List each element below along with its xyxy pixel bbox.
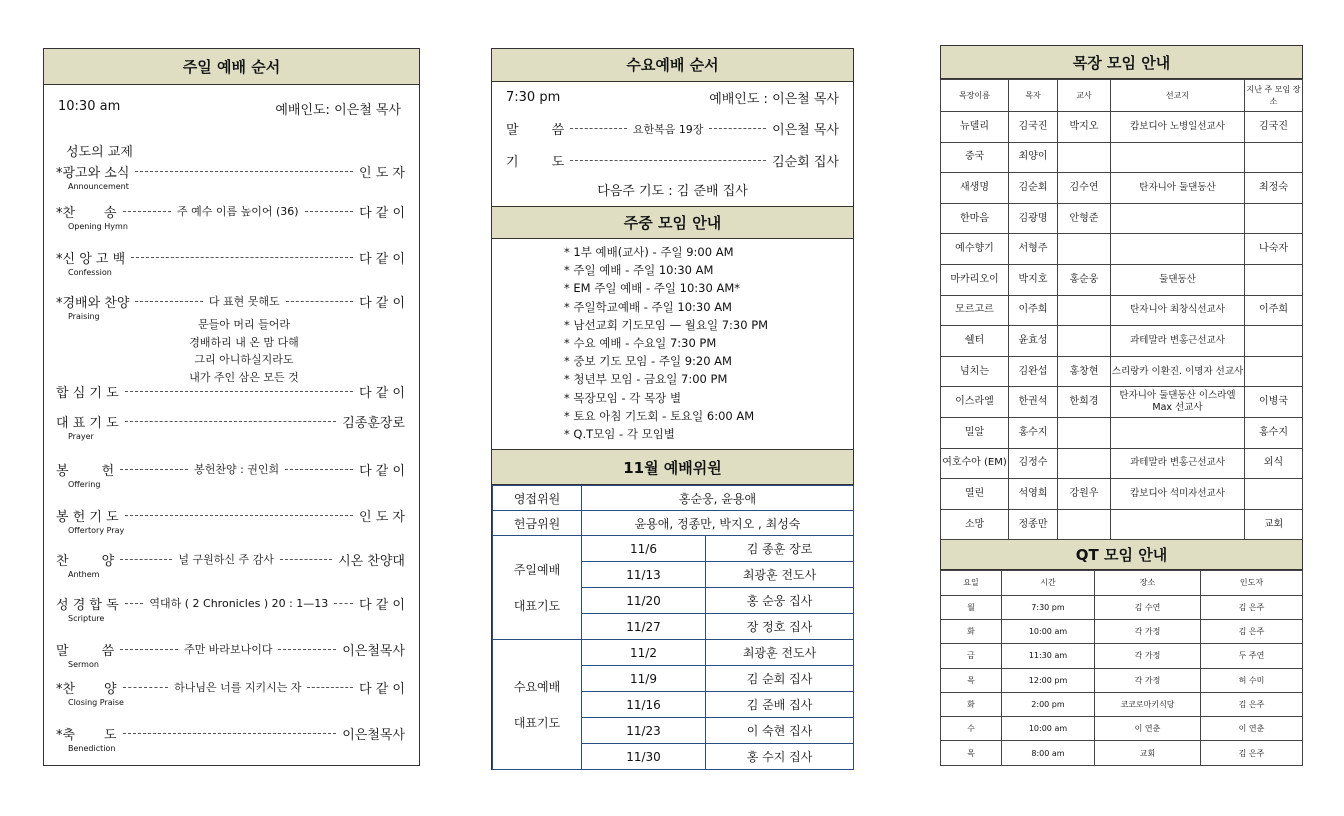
order-line — [56, 161, 405, 181]
table-row — [941, 644, 1303, 668]
table-cell: 홍창현 — [1058, 356, 1111, 387]
order-item — [56, 593, 405, 623]
praise-song-line: 문들아 머리 들어라 — [197, 318, 290, 331]
table-cell — [1058, 142, 1111, 173]
table-cell: 한마음 — [941, 203, 1009, 234]
order-item-person: 김종훈장로 — [342, 415, 405, 431]
table-cell: 소망 — [941, 509, 1009, 540]
table-cell: 안형준 — [1058, 203, 1111, 234]
prayer-label: 기 도 — [506, 155, 565, 170]
mokjang-panel — [940, 45, 1303, 767]
list-item: * 토요 아침 기도회 - 토요일 6:00 AM — [564, 407, 768, 425]
order-item-english: Offertory Pray — [68, 526, 125, 535]
table-cell — [1245, 356, 1303, 387]
table-cell: 홍순웅 — [1058, 264, 1111, 295]
list-item: * EM 주일 예배 - 주일 10:30 AM* — [564, 279, 768, 297]
table-cell: 나숙자 — [1245, 234, 1303, 265]
table-cell: 김광명 — [1009, 203, 1058, 234]
table-cell — [1111, 509, 1245, 540]
order-item-detail: 역대하 ( 2 Chronicles ) 20 : 1—13 — [149, 597, 329, 610]
table-row — [941, 595, 1303, 619]
table-cell: 예수향기 — [941, 234, 1009, 265]
prayer-person: 김 준배 집사 — [706, 692, 854, 718]
prayer-group-label — [493, 640, 582, 770]
list-item: * 중보 기도 모임 - 주일 9:20 AM — [564, 352, 768, 370]
table-cell: 외식 — [1245, 448, 1303, 479]
prayer-date: 11/9 — [582, 666, 706, 692]
order-item — [56, 723, 405, 753]
sermon-label: 말 씀 — [506, 123, 565, 138]
table-cell: 김완섭 — [1009, 356, 1058, 387]
order-item-english: Closing Praise — [68, 698, 124, 707]
order-item-person: 인 도 자 — [359, 509, 405, 525]
prayer-person: 홍 수지 집사 — [706, 744, 854, 770]
dash-leader — [285, 469, 353, 470]
table-cell: 새생명 — [941, 173, 1009, 204]
order-item-english: Confession — [68, 268, 112, 277]
praise-song-list — [164, 316, 324, 386]
table-row — [941, 142, 1303, 173]
prayer-date: 11/6 — [582, 536, 706, 562]
table-cell: 모르고르 — [941, 295, 1009, 326]
order-item-name: 찬 양 — [56, 553, 115, 569]
table-cell — [1111, 142, 1245, 173]
table-cell: 2:00 pm — [1002, 692, 1095, 716]
order-item — [56, 247, 405, 277]
dash-leader — [120, 649, 178, 650]
order-item-english: Praising — [68, 312, 100, 321]
sunday-time-row — [58, 99, 401, 118]
table-cell: 윤효성 — [1009, 326, 1058, 357]
order-item — [56, 459, 405, 489]
table-row — [941, 234, 1303, 265]
table-row — [941, 356, 1303, 387]
table-cell — [1245, 264, 1303, 295]
order-line — [56, 201, 405, 221]
table-row — [941, 203, 1303, 234]
table-row — [493, 640, 854, 666]
table-cell: 뉴델리 — [941, 112, 1009, 143]
table-cell: 각 가정 — [1095, 644, 1201, 668]
prayer-date: 11/16 — [582, 692, 706, 718]
column-header: 교사 — [1058, 80, 1111, 112]
order-item-person: 다 같 이 — [359, 385, 405, 401]
wednesday-service-body — [492, 82, 853, 206]
table-cell: 둘댄동산 — [1111, 264, 1245, 295]
table-row — [941, 668, 1303, 692]
prayer-group-label — [493, 536, 582, 640]
order-line — [56, 677, 405, 697]
list-item: * 1부 예배(교사) - 주일 9:00 AM — [564, 243, 768, 261]
offering-names: 윤용애, 정종만, 박지오 , 최성숙 — [582, 511, 854, 536]
order-item-detail: 널 구원하신 주 감사 — [178, 553, 274, 566]
wednesday-sermon-row — [506, 119, 839, 138]
group-label-line: 주일예배 — [513, 562, 561, 577]
table-cell: 최양이 — [1009, 142, 1058, 173]
table-row — [941, 479, 1303, 510]
table-cell: 박지호 — [1009, 264, 1058, 295]
table-cell: 10:00 am — [1002, 619, 1095, 643]
prayer-person: 김순회 집사 — [772, 155, 839, 170]
dash-leader — [120, 469, 188, 470]
table-cell: 한권석 — [1009, 387, 1058, 418]
order-item-english: Prayer — [68, 432, 94, 441]
table-row — [941, 717, 1303, 741]
column-header: 요일 — [941, 571, 1002, 595]
order-item-detail: 봉헌찬양 : 권인희 — [194, 463, 280, 476]
order-item-name: 봉 헌 — [56, 463, 115, 479]
table-cell: 서형주 — [1009, 234, 1058, 265]
weekly-meetings-list — [564, 243, 768, 443]
table-cell: 스리랑카 이환진. 이명자 선교사 — [1111, 356, 1245, 387]
table-cell — [1058, 234, 1111, 265]
prayer-person: 이 숙현 집사 — [706, 718, 854, 744]
order-item-person: 다 같 이 — [359, 251, 405, 267]
table-cell: 여호수아 (EM) — [941, 448, 1009, 479]
november-servers-title: 11월 예배위원 — [492, 449, 853, 485]
order-line — [56, 549, 405, 569]
prayer-date: 11/13 — [582, 562, 706, 588]
table-cell — [1111, 234, 1245, 265]
wednesday-leader: 예배인도 : 이은철 목사 — [709, 92, 839, 107]
prayer-date: 11/30 — [582, 744, 706, 770]
order-item-person: 다 같 이 — [359, 463, 406, 479]
order-item-detail: 다 표현 못해도 — [208, 295, 280, 308]
wednesday-time: 7:30 pm — [506, 90, 561, 105]
order-item-detail: 주 예수 이름 높이어 (36) — [177, 205, 299, 218]
order-line — [56, 411, 405, 431]
order-item-name: 합 심 기 도 — [56, 385, 119, 401]
dash-leader — [123, 211, 171, 212]
prayer-date: 11/20 — [582, 588, 706, 614]
praise-song-line: 그리 아니하실지라도 — [194, 353, 294, 366]
table-cell: 홍수지 — [1009, 417, 1058, 448]
dash-leader — [278, 649, 336, 650]
order-item-english: Sermon — [68, 660, 99, 669]
table-cell: 김 수연 — [1095, 595, 1201, 619]
table-cell: 홍수지 — [1245, 417, 1303, 448]
wednesday-panel — [491, 48, 854, 770]
table-cell: 허 수미 — [1201, 668, 1303, 692]
table-cell — [1111, 203, 1245, 234]
order-line — [56, 723, 405, 743]
order-item-name: *축 도 — [56, 727, 117, 743]
table-cell: 박지오 — [1058, 112, 1111, 143]
dash-leader — [305, 211, 353, 212]
list-item: * 청년부 모임 - 금요일 7:00 PM — [564, 370, 768, 388]
table-cell: 김국진 — [1245, 112, 1303, 143]
table-cell: 과테말라 변홍근선교사 — [1111, 326, 1245, 357]
table-cell: 이 연춘 — [1201, 717, 1303, 741]
table-cell: 8:00 am — [1002, 741, 1095, 765]
table-row — [941, 173, 1303, 204]
order-item-name: 봉 헌 기 도 — [56, 509, 119, 525]
column-header: 장소 — [1095, 571, 1201, 595]
dash-leader — [125, 515, 353, 516]
table-row — [493, 511, 854, 536]
table-cell: 12:00 pm — [1002, 668, 1095, 692]
table-cell: 7:30 pm — [1002, 595, 1095, 619]
table-cell: 석영희 — [1009, 479, 1058, 510]
sunday-prayer-rows — [493, 536, 854, 640]
table-header-row — [941, 80, 1303, 112]
table-cell: 강원우 — [1058, 479, 1111, 510]
wednesday-time-row — [506, 88, 839, 107]
table-cell: 이주희 — [1009, 295, 1058, 326]
order-line — [56, 291, 405, 311]
praise-song-line: 경배하리 내 온 맘 다해 — [189, 335, 299, 349]
table-row — [941, 295, 1303, 326]
table-cell: 이스라엘 — [941, 387, 1009, 418]
table-cell: 11:30 am — [1002, 644, 1095, 668]
table-cell: 두 주연 — [1201, 644, 1303, 668]
table-cell: 각 가정 — [1095, 668, 1201, 692]
group-label-line: 수요예배 — [513, 679, 561, 694]
order-item-detail: 주만 바라보나이다 — [183, 643, 273, 656]
order-line — [56, 593, 405, 613]
november-servers-table — [492, 485, 854, 770]
table-row — [941, 112, 1303, 143]
prayer-person: 김 종훈 장로 — [706, 536, 854, 562]
group-label-line: 대표기도 — [513, 715, 561, 730]
prayer-person: 최광훈 전도사 — [706, 640, 854, 666]
table-cell: 김 은주 — [1201, 619, 1303, 643]
table-cell: 김순회 — [1009, 173, 1058, 204]
prayer-person: 홍 순웅 집사 — [706, 588, 854, 614]
table-row — [941, 448, 1303, 479]
prayer-person: 장 정호 집사 — [706, 614, 854, 640]
sermon-person: 이은철 목사 — [772, 123, 839, 138]
table-cell — [1245, 479, 1303, 510]
mokjang-title: 목장 모임 안내 — [940, 45, 1303, 79]
table-row — [941, 741, 1303, 765]
order-item-name: 대 표 기 도 — [56, 415, 119, 431]
table-cell: 탄자니아 최창식선교사 — [1111, 295, 1245, 326]
order-item — [56, 677, 405, 707]
table-cell: 코코로마키식당 — [1095, 692, 1201, 716]
table-cell — [1245, 203, 1303, 234]
table-cell: 밀알 — [941, 417, 1009, 448]
order-item-name: *찬 송 — [56, 205, 117, 221]
order-item-person: 인 도 자 — [359, 165, 405, 181]
table-cell: 정종만 — [1009, 509, 1058, 540]
table-row — [941, 692, 1303, 716]
dash-leader — [334, 603, 353, 604]
list-item: * 주일 예배 - 주일 10:30 AM — [564, 261, 768, 279]
order-item-person: 시온 찬양대 — [338, 553, 405, 569]
list-item: * 목장모임 - 각 목장 별 — [564, 389, 768, 407]
table-cell: 쉘터 — [941, 326, 1009, 357]
group-label-line: 대표기도 — [513, 598, 561, 613]
table-row — [941, 387, 1303, 418]
wednesday-prayer-row — [506, 151, 839, 170]
order-item-english: Announcement — [68, 182, 129, 191]
prayer-date: 11/2 — [582, 640, 706, 666]
table-cell: 김국진 — [1009, 112, 1058, 143]
dash-leader — [135, 301, 202, 302]
order-line — [56, 459, 405, 479]
next-week-prayer: 다음주 기도 : 김 준배 집사 — [597, 184, 748, 199]
dash-leader — [123, 687, 169, 688]
order-item-name: 말 씀 — [56, 643, 115, 659]
dash-leader — [123, 733, 337, 734]
table-cell: 화 — [941, 692, 1002, 716]
prayer-date: 11/27 — [582, 614, 706, 640]
dash-leader — [125, 603, 144, 604]
order-item-english: Opening Hymn — [68, 222, 128, 231]
table-cell: 수 — [941, 717, 1002, 741]
table-cell: 각 가정 — [1095, 619, 1201, 643]
dash-leader — [307, 687, 353, 688]
sunday-time: 10:30 am — [58, 99, 121, 114]
order-item — [56, 639, 405, 669]
order-item-english: Benediction — [68, 744, 116, 753]
table-cell: 화 — [941, 619, 1002, 643]
order-item-person: 다 같 이 — [359, 205, 406, 221]
prayer-person: 김 순회 집사 — [706, 666, 854, 692]
table-cell: 이주희 — [1245, 295, 1303, 326]
order-item — [56, 505, 405, 535]
table-cell: 김 은주 — [1201, 595, 1303, 619]
list-item: * 주일학교예배 - 주일 10:30 AM — [564, 298, 768, 316]
qt-table — [940, 570, 1303, 765]
table-cell: 이 연춘 — [1095, 717, 1201, 741]
table-cell: 탄자니아 둘댄동산 — [1111, 173, 1245, 204]
fellowship-label: 성도의 교제 — [66, 145, 133, 160]
column-header: 지난 주 모임 장소 — [1245, 80, 1303, 112]
order-item-person: 이은철목사 — [342, 643, 405, 659]
table-cell: 10:00 am — [1002, 717, 1095, 741]
order-item — [56, 549, 405, 579]
order-line — [56, 639, 405, 659]
dash-leader — [120, 559, 172, 560]
wednesday-service-title: 수요예배 순서 — [492, 49, 853, 82]
table-cell: 캄보디아 석미자선교사 — [1111, 479, 1245, 510]
table-cell: 넘치는 — [941, 356, 1009, 387]
wednesday-prayer-rows — [493, 640, 854, 770]
table-cell — [1058, 448, 1111, 479]
table-cell — [1058, 509, 1111, 540]
list-item: * 남선교회 기도모임 — 월요일 7:30 PM — [564, 316, 768, 334]
order-item-name: *찬 양 — [56, 681, 117, 697]
table-cell: 최정숙 — [1245, 173, 1303, 204]
table-cell — [1058, 295, 1111, 326]
table-row — [941, 509, 1303, 540]
table-cell: 김수연 — [1058, 173, 1111, 204]
table-cell: 교회 — [1245, 509, 1303, 540]
order-item-name: *경배와 찬양 — [56, 295, 130, 311]
order-item-person: 다 같 이 — [359, 597, 405, 613]
table-row — [941, 264, 1303, 295]
sunday-leader: 예배인도: 이은철 목사 — [275, 103, 401, 118]
table-row — [941, 619, 1303, 643]
table-cell — [1058, 326, 1111, 357]
table-cell — [1245, 142, 1303, 173]
weekly-meetings-title: 주중 모임 안내 — [492, 206, 853, 239]
dash-leader — [280, 559, 332, 560]
list-item: * 수요 예배 - 수요일 7:30 PM — [564, 334, 768, 352]
order-item-name: *광고와 소식 — [56, 165, 130, 181]
table-cell — [1058, 417, 1111, 448]
order-item-person: 다 같 이 — [359, 295, 406, 311]
table-row — [493, 536, 854, 562]
dash-leader — [135, 171, 353, 172]
table-header-row — [941, 571, 1303, 595]
order-item — [56, 201, 405, 231]
table-cell: 교회 — [1095, 741, 1201, 765]
order-item-detail: 하나님은 너를 지키시는 자 — [174, 681, 302, 694]
order-item — [56, 161, 405, 191]
table-cell — [1111, 417, 1245, 448]
prayer-person: 최광훈 전도사 — [706, 562, 854, 588]
dash-leader — [125, 421, 337, 422]
table-cell: 김 은주 — [1201, 692, 1303, 716]
column-header: 목장이름 — [941, 80, 1009, 112]
column-header: 시간 — [1002, 571, 1095, 595]
table-cell: 김정수 — [1009, 448, 1058, 479]
table-cell: 중국 — [941, 142, 1009, 173]
mokjang-table — [940, 79, 1303, 540]
table-cell: 과테말라 변홍근선교사 — [1111, 448, 1245, 479]
greeter-names: 홍순웅, 윤용애 — [582, 486, 854, 511]
order-item-name: 성 경 합 독 — [56, 597, 119, 613]
dash-leader — [286, 301, 353, 302]
table-cell: 열린 — [941, 479, 1009, 510]
sermon-passage: 요한복음 19장 — [632, 122, 704, 136]
order-line — [56, 247, 405, 267]
table-cell: 김 은주 — [1201, 741, 1303, 765]
table-cell: 캄보디아 노병일선교사 — [1111, 112, 1245, 143]
table-cell: 목 — [941, 741, 1002, 765]
order-item-person: 다 같 이 — [359, 681, 405, 697]
table-cell: 한희경 — [1058, 387, 1111, 418]
sunday-service-title: 주일 예배 순서 — [44, 49, 419, 85]
table-cell: 목 — [941, 668, 1002, 692]
table-cell — [1245, 326, 1303, 357]
table-row — [941, 326, 1303, 357]
qt-title: QT 모임 안내 — [940, 540, 1303, 570]
table-row — [941, 417, 1303, 448]
column-header: 목자 — [1009, 80, 1058, 112]
offering-label: 헌금위원 — [493, 511, 582, 536]
table-cell: 탄자니아 둘댄동산 이스라엘 Max 선교사 — [1111, 387, 1245, 418]
order-item — [56, 411, 405, 441]
dash-leader — [131, 257, 353, 258]
table-row — [493, 486, 854, 511]
dash-leader — [125, 391, 353, 392]
table-cell: 마카리오이 — [941, 264, 1009, 295]
column-header: 선교지 — [1111, 80, 1245, 112]
table-cell: 금 — [941, 644, 1002, 668]
greeter-label: 영접위원 — [493, 486, 582, 511]
order-line — [56, 505, 405, 525]
column-header: 인도자 — [1201, 571, 1303, 595]
list-item: * Q.T모임 - 각 모임별 — [564, 425, 768, 443]
table-cell: 월 — [941, 595, 1002, 619]
order-item-name: *신 앙 고 백 — [56, 251, 126, 267]
table-cell: 이병국 — [1245, 387, 1303, 418]
order-item-person: 이은철목사 — [342, 727, 405, 743]
prayer-date: 11/23 — [582, 718, 706, 744]
order-item-english: Scripture — [68, 614, 105, 623]
order-item-english: Offering — [68, 480, 101, 489]
praise-song-line: 내가 주인 삼은 모든 것 — [189, 370, 299, 384]
order-item-english: Anthem — [68, 570, 100, 579]
sunday-service-panel — [43, 48, 420, 766]
